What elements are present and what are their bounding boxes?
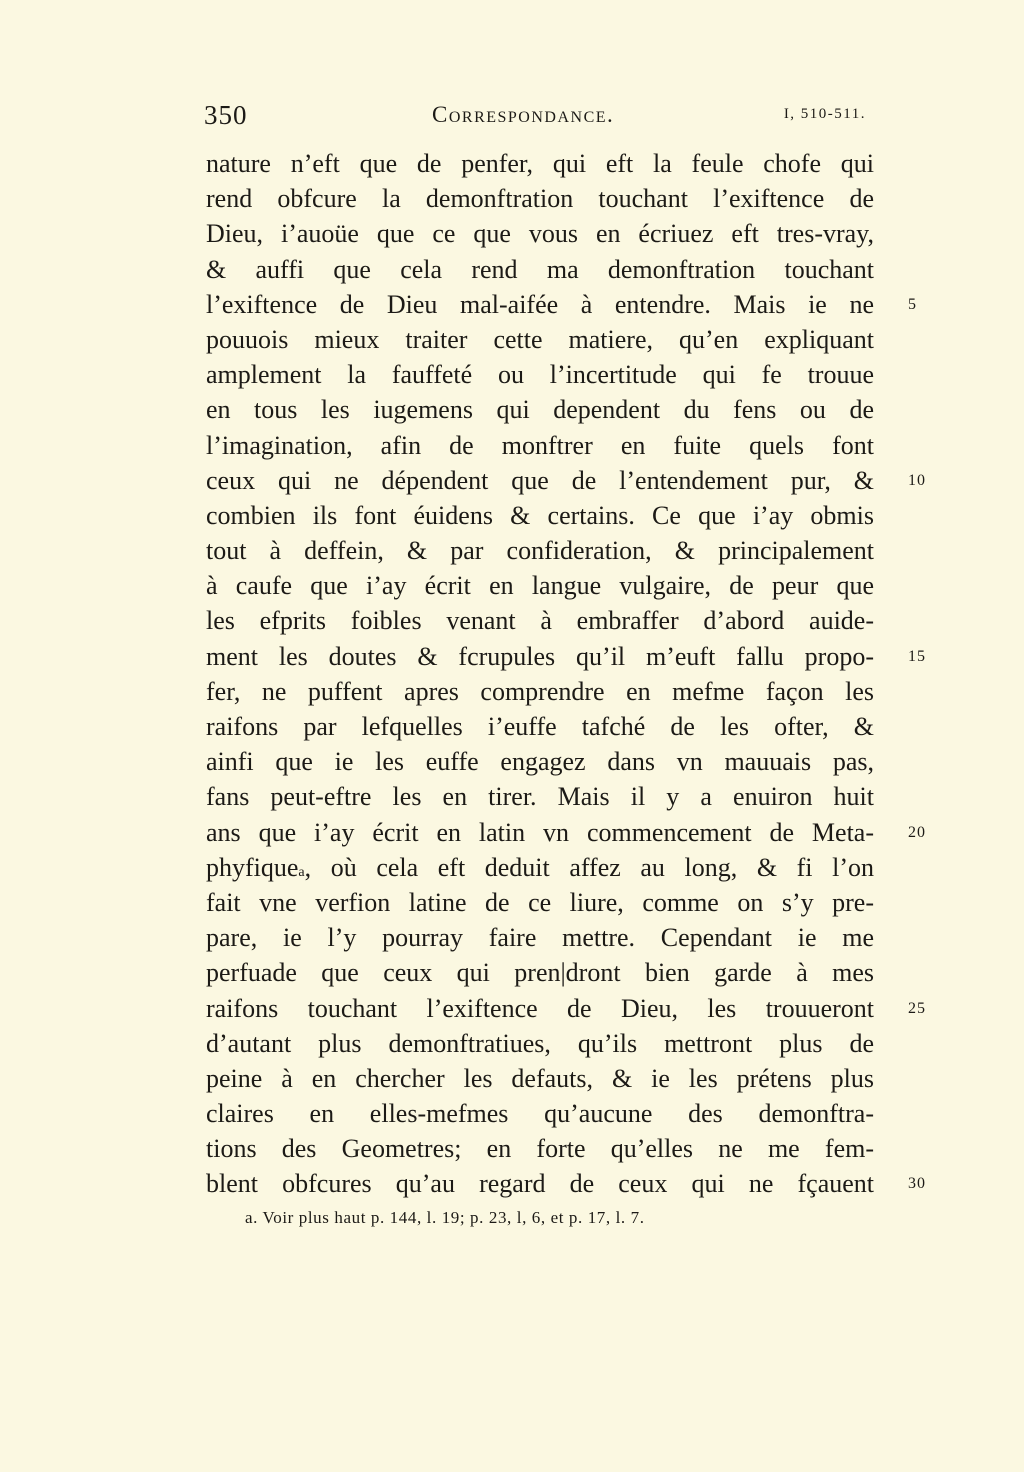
line-text: amplement la fauffeté ou l’incertitude qui fe trouue <box>206 360 874 390</box>
line-text: ans que i’ay écrit en latin vn commencement de Meta- <box>206 817 874 847</box>
line-text: l’imagination, afin de monftrer en fuite quels font <box>206 430 874 460</box>
running-title: Correspondance. <box>432 102 615 127</box>
text-line <box>206 357 874 392</box>
text-line <box>206 146 874 181</box>
line-number: 10 <box>908 471 926 489</box>
text-line <box>206 1061 874 1096</box>
text-line <box>206 674 874 709</box>
text-line <box>206 463 926 498</box>
line-text: l’exiftence de Dieu mal-aifée à entendre. Mais ie ne <box>206 289 874 319</box>
text-line <box>206 322 874 357</box>
text-line <box>206 850 874 885</box>
line-text: tions des Geometres; en forte qu’elles ne me fem- <box>206 1134 874 1164</box>
text-line <box>206 639 926 674</box>
footnote-marker: a <box>298 864 305 880</box>
text-line <box>206 1166 926 1201</box>
text-line <box>206 498 874 533</box>
line-text: rend obfcure la demonftration touchant l’exiftence de <box>206 184 874 214</box>
text-line <box>206 392 874 427</box>
text-line <box>206 252 874 287</box>
line-text: ment les doutes & fcrupules qu’il m’euft fallu propo- <box>206 641 874 671</box>
text-line <box>206 1026 874 1061</box>
line-text: fait vne verfion latine de ce liure, comme on s’y pre- <box>206 887 874 917</box>
line-text: à caufe que i’ay écrit en langue vulgaire, de peur que <box>206 571 874 601</box>
text-line <box>206 779 874 814</box>
text-line <box>206 568 874 603</box>
line-text: phyfique <box>206 852 299 882</box>
text-line <box>206 428 874 463</box>
line-text: nature n’eft que de penfer, qui eft la feule chofe qui <box>206 149 874 178</box>
body-text <box>206 146 926 1202</box>
text-line <box>206 885 874 920</box>
text-line <box>206 287 917 322</box>
footnote: a. Voir plus haut p. 144, l. 19; p. 23, l, 6, et p. 17, l. 7. <box>245 1208 645 1227</box>
line-number: 5 <box>908 295 917 313</box>
line-text: fans peut-eftre les en tirer. Mais il y a enuiron huit <box>206 782 874 812</box>
page-reference: I, 510-511. <box>783 106 866 122</box>
text-line <box>206 744 874 779</box>
text-line <box>206 991 926 1026</box>
line-text: perfuade que ceux qui pren|dront bien garde à mes <box>206 958 874 988</box>
line-text-continued: , où cela eft deduit affez au long, & fi l’on <box>304 852 874 882</box>
page-header <box>204 98 872 134</box>
line-text: claires en elles-mefmes qu’aucune des demonftra- <box>206 1099 874 1129</box>
line-text: fer, ne puffent apres comprendre en mefme façon les <box>206 676 874 706</box>
text-line <box>206 955 874 990</box>
line-text: les efprits foibles venant à embraffer d’abord auide- <box>206 606 874 636</box>
text-line <box>206 920 874 955</box>
line-number: 20 <box>908 823 926 841</box>
text-line <box>206 603 874 638</box>
line-text: combien ils font éuidens & certains. Ce que i’ay obmis <box>206 500 874 530</box>
line-text: pare, ie l’y pourray faire mettre. Cependant ie me <box>206 923 874 953</box>
line-text: en tous les iugemens qui dependent du fens ou de <box>206 395 874 425</box>
line-text: peine à en chercher les defauts, & ie les prétens plus <box>206 1063 874 1093</box>
text-line <box>206 815 926 850</box>
line-text: raifons touchant l’exiftence de Dieu, les trouueront <box>206 993 874 1023</box>
text-line <box>206 709 874 744</box>
line-text: pouuois mieux traiter cette matiere, qu’en expliquant <box>206 324 874 354</box>
line-text: d’autant plus demonftratiues, qu’ils mettront plus de <box>206 1028 874 1058</box>
line-text: ceux qui ne dépendent que de l’entendement pur, & <box>206 465 874 495</box>
text-line <box>206 216 874 251</box>
line-text: tout à deffein, & par confideration, & principalement <box>206 536 874 566</box>
line-text: ainfi que ie les euffe engagez dans vn mauuais pas, <box>206 747 874 777</box>
text-line <box>206 1131 874 1166</box>
page-number: 350 <box>204 100 248 130</box>
text-line <box>206 1096 874 1131</box>
line-text: raifons par lefquelles i’euffe tafché de les ofter, & <box>206 712 874 741</box>
line-number: 25 <box>908 999 926 1017</box>
line-number: 15 <box>908 647 926 665</box>
text-line <box>206 533 874 568</box>
line-text: Dieu, i’auoüe que ce que vous en écriuez eft tres-vray, <box>206 219 874 249</box>
line-text: blent obfcures qu’au regard de ceux qui ne fçauent <box>206 1169 874 1199</box>
line-number: 30 <box>908 1175 926 1193</box>
text-line <box>206 181 874 216</box>
line-text: & auffi que cela rend ma demonftration touchant <box>206 254 874 284</box>
